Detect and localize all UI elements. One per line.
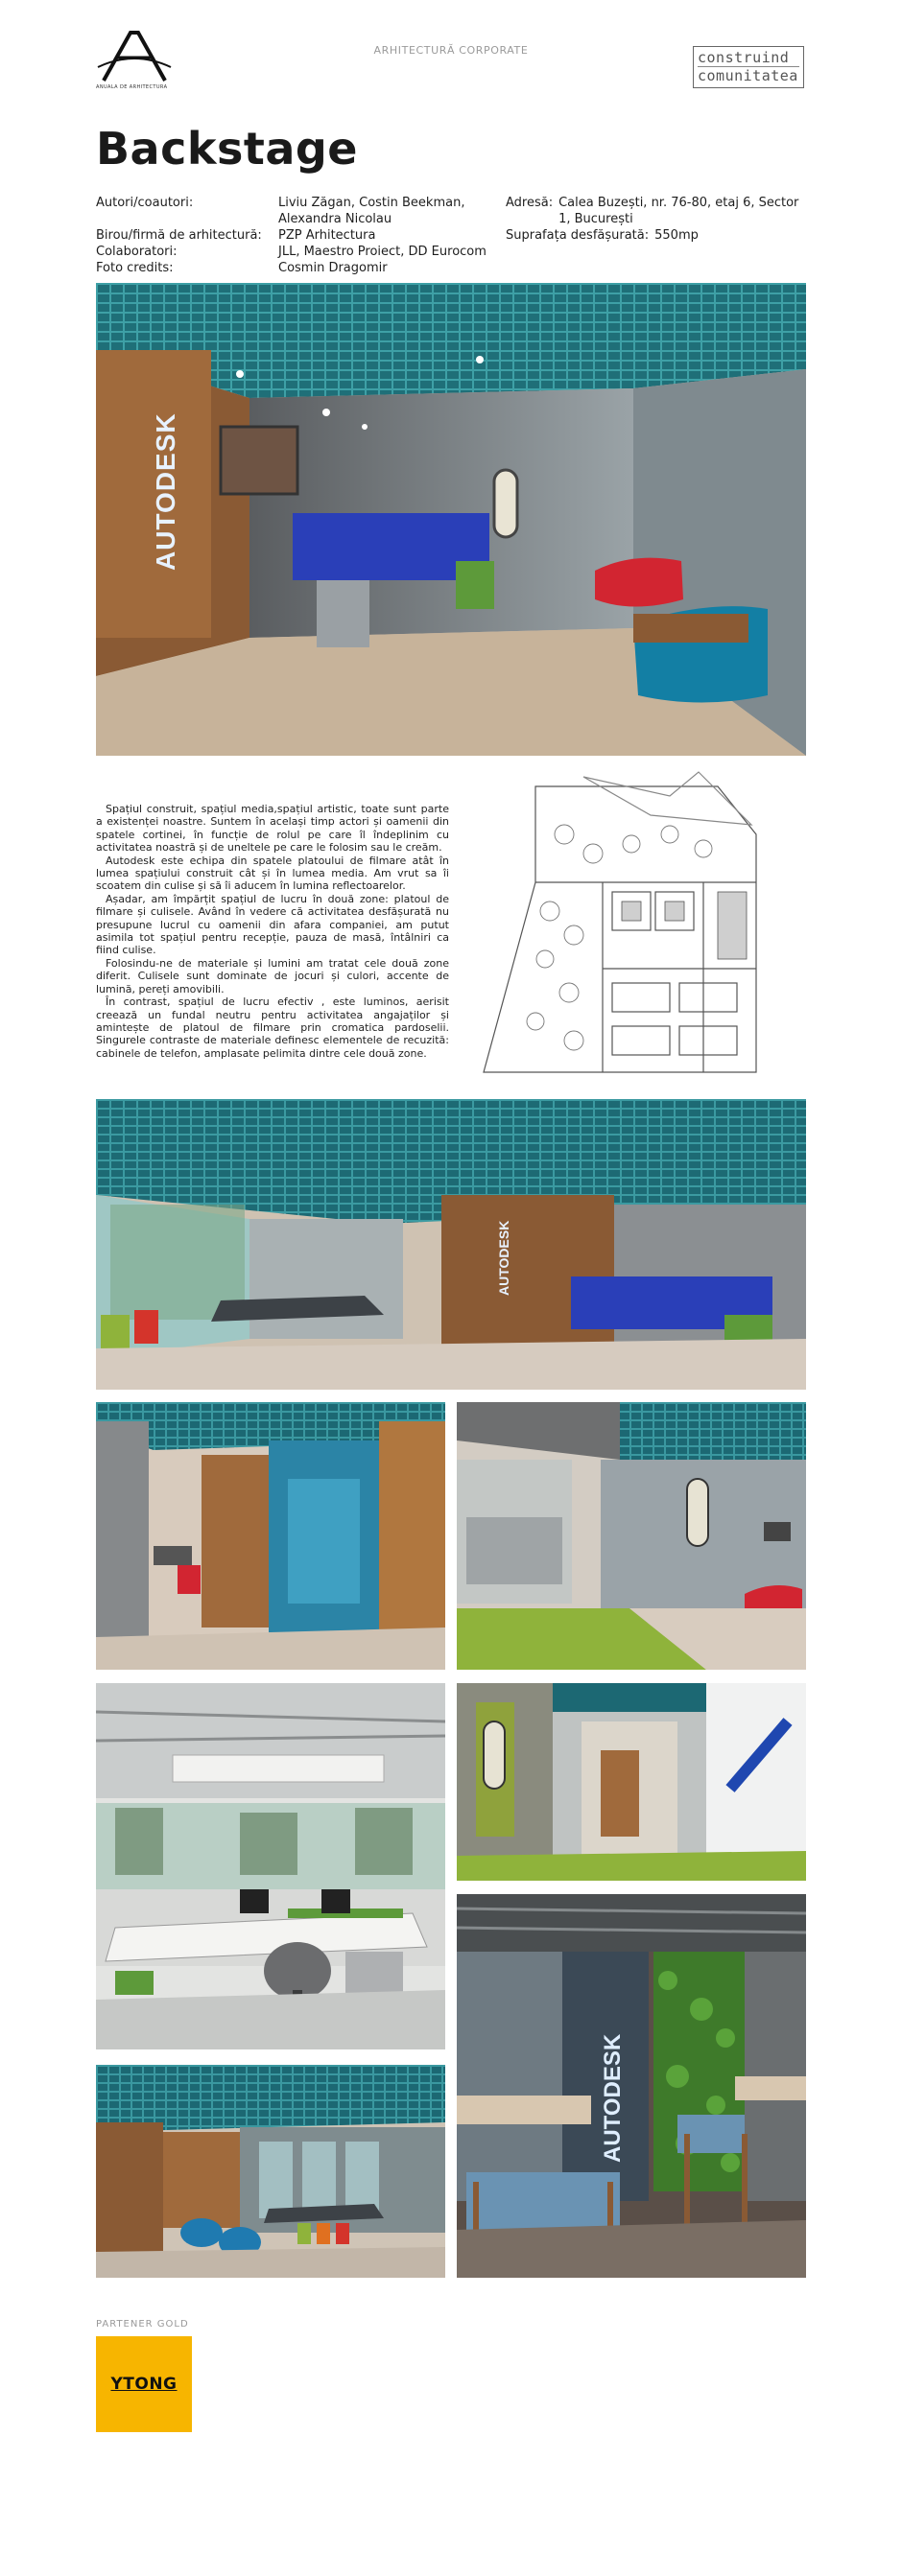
photo-game-room-image (96, 2065, 445, 2278)
description-paragraph: Folosindu-ne de materiale și lumini am tratat cele două zone diferit. Culisele sunt dominate de jocuri și culori, accente de lumină, pereți amovibili. (96, 956, 449, 995)
credits-right (506, 195, 813, 244)
photo-reception-image (96, 283, 806, 756)
photo-metal-wall-image (457, 1402, 806, 1670)
autodesk-sign-text: AUTODESK (151, 412, 180, 571)
photo-corridor (96, 1402, 445, 1670)
autodesk-sign-text: AUTODESK (600, 2033, 626, 2163)
description-paragraph: Așadar, am împărțit spațiul de lucru în două zone: platoul de filmare și culisele. Având în vedere că activitatea desfășurată nu presupune lucrul cu oamenii din afara companiei, am putut asimila tot spațiul pentru recepție, pauza de masă, întâlniri ca fiind culise. (96, 892, 449, 957)
ytong-logo (96, 2336, 192, 2432)
credit-value: JLL, Maestro Proiect, DD Eurocom (278, 245, 487, 259)
project-description (96, 803, 449, 1060)
autodesk-sign-3 (600, 2033, 626, 2163)
credit-row (96, 195, 489, 227)
photo-booth-corridor (457, 1683, 806, 1881)
partner-label: PARTENER GOLD (96, 2319, 189, 2330)
credit-label: Autori/coautori: (96, 196, 194, 210)
photo-open-office-image (96, 1683, 445, 2049)
autodesk-sign-2 (496, 1221, 511, 1296)
photo-reception (96, 283, 806, 756)
credits-left (96, 195, 489, 276)
credit-row (96, 227, 489, 244)
logo-caption: ANUALA DE ARHITECTURA (96, 84, 168, 90)
credit-row (506, 195, 813, 227)
description-paragraph: Spațiul construit, spațiul media,spațiul artistic, toate sunt parte a existenței noastre. Suntem în același timp actori și oamenii din spatele cortinei, în funcție de rolul pe care îl îndeplinim cu activitatea noastră și de uneltele pe care le folosim sau le creăm. (96, 803, 449, 855)
photo-lounge-image (96, 1099, 806, 1390)
photo-metal-wall (457, 1402, 806, 1670)
cc-logo-line-1: construind (698, 49, 799, 67)
project-title: Backstage (96, 123, 358, 175)
anuala-logo (96, 29, 173, 96)
construind-comunitatea-logo (693, 46, 804, 88)
credit-value: Liviu Zăgan, Costin Beekman, Alexandra Nicolau (278, 196, 465, 226)
photo-open-office (96, 1683, 445, 2049)
photo-green-wall (457, 1894, 806, 2278)
photo-game-room (96, 2065, 445, 2278)
credit-value: Calea Buzești, nr. 76-80, etaj 6, Sector 1, București (558, 196, 799, 226)
photo-green-wall-image (457, 1894, 806, 2278)
autodesk-sign-text: AUTODESK (496, 1220, 511, 1296)
cc-logo-line-2: comunitatea (698, 67, 798, 84)
credit-value: 550mp (654, 228, 699, 243)
photo-booth-corridor-image (457, 1683, 806, 1881)
floor-plan-drawing (478, 767, 766, 1079)
credit-label: Colaboratori: (96, 245, 178, 259)
ytong-logo-text: YTONG (110, 2375, 178, 2394)
description-paragraph: În contrast, spațiul de lucru efectiv , este luminos, aerisit creează un fundal neutru pentru activitatea angajaților și amintește de platoul de filmare prin cromatica pardoselii. Singurele contraste de materiale definesc elementele de recuzită: cabinele de telefon, amplasate pelimita dintre cele două zone. (96, 995, 449, 1060)
credit-label: Suprafața desfășurată: (506, 228, 650, 243)
description-paragraph: Autodesk este echipa din spatele platoului de filmare atât în lumea spațiului construit cât și în lumea media. Am vrut sa îi scoatem din culise și să îi aducem în lumina reflectoarelor. (96, 854, 449, 893)
credit-label: Birou/firmă de arhitectură: (96, 228, 262, 243)
credit-row (506, 227, 813, 244)
floor-plan (478, 767, 766, 1079)
credit-value: PZP Arhitectura (278, 228, 376, 243)
credit-label: Adresă: (506, 196, 554, 210)
photo-corridor-image (96, 1402, 445, 1670)
credit-row (96, 260, 489, 276)
credit-row (96, 244, 489, 260)
photo-lounge (96, 1099, 806, 1390)
credit-label: Foto credits: (96, 261, 174, 275)
autodesk-sign (151, 412, 180, 571)
section-category: ARHITECTURĂ CORPORATE (373, 44, 529, 57)
credit-value: Cosmin Dragomir (278, 261, 388, 275)
